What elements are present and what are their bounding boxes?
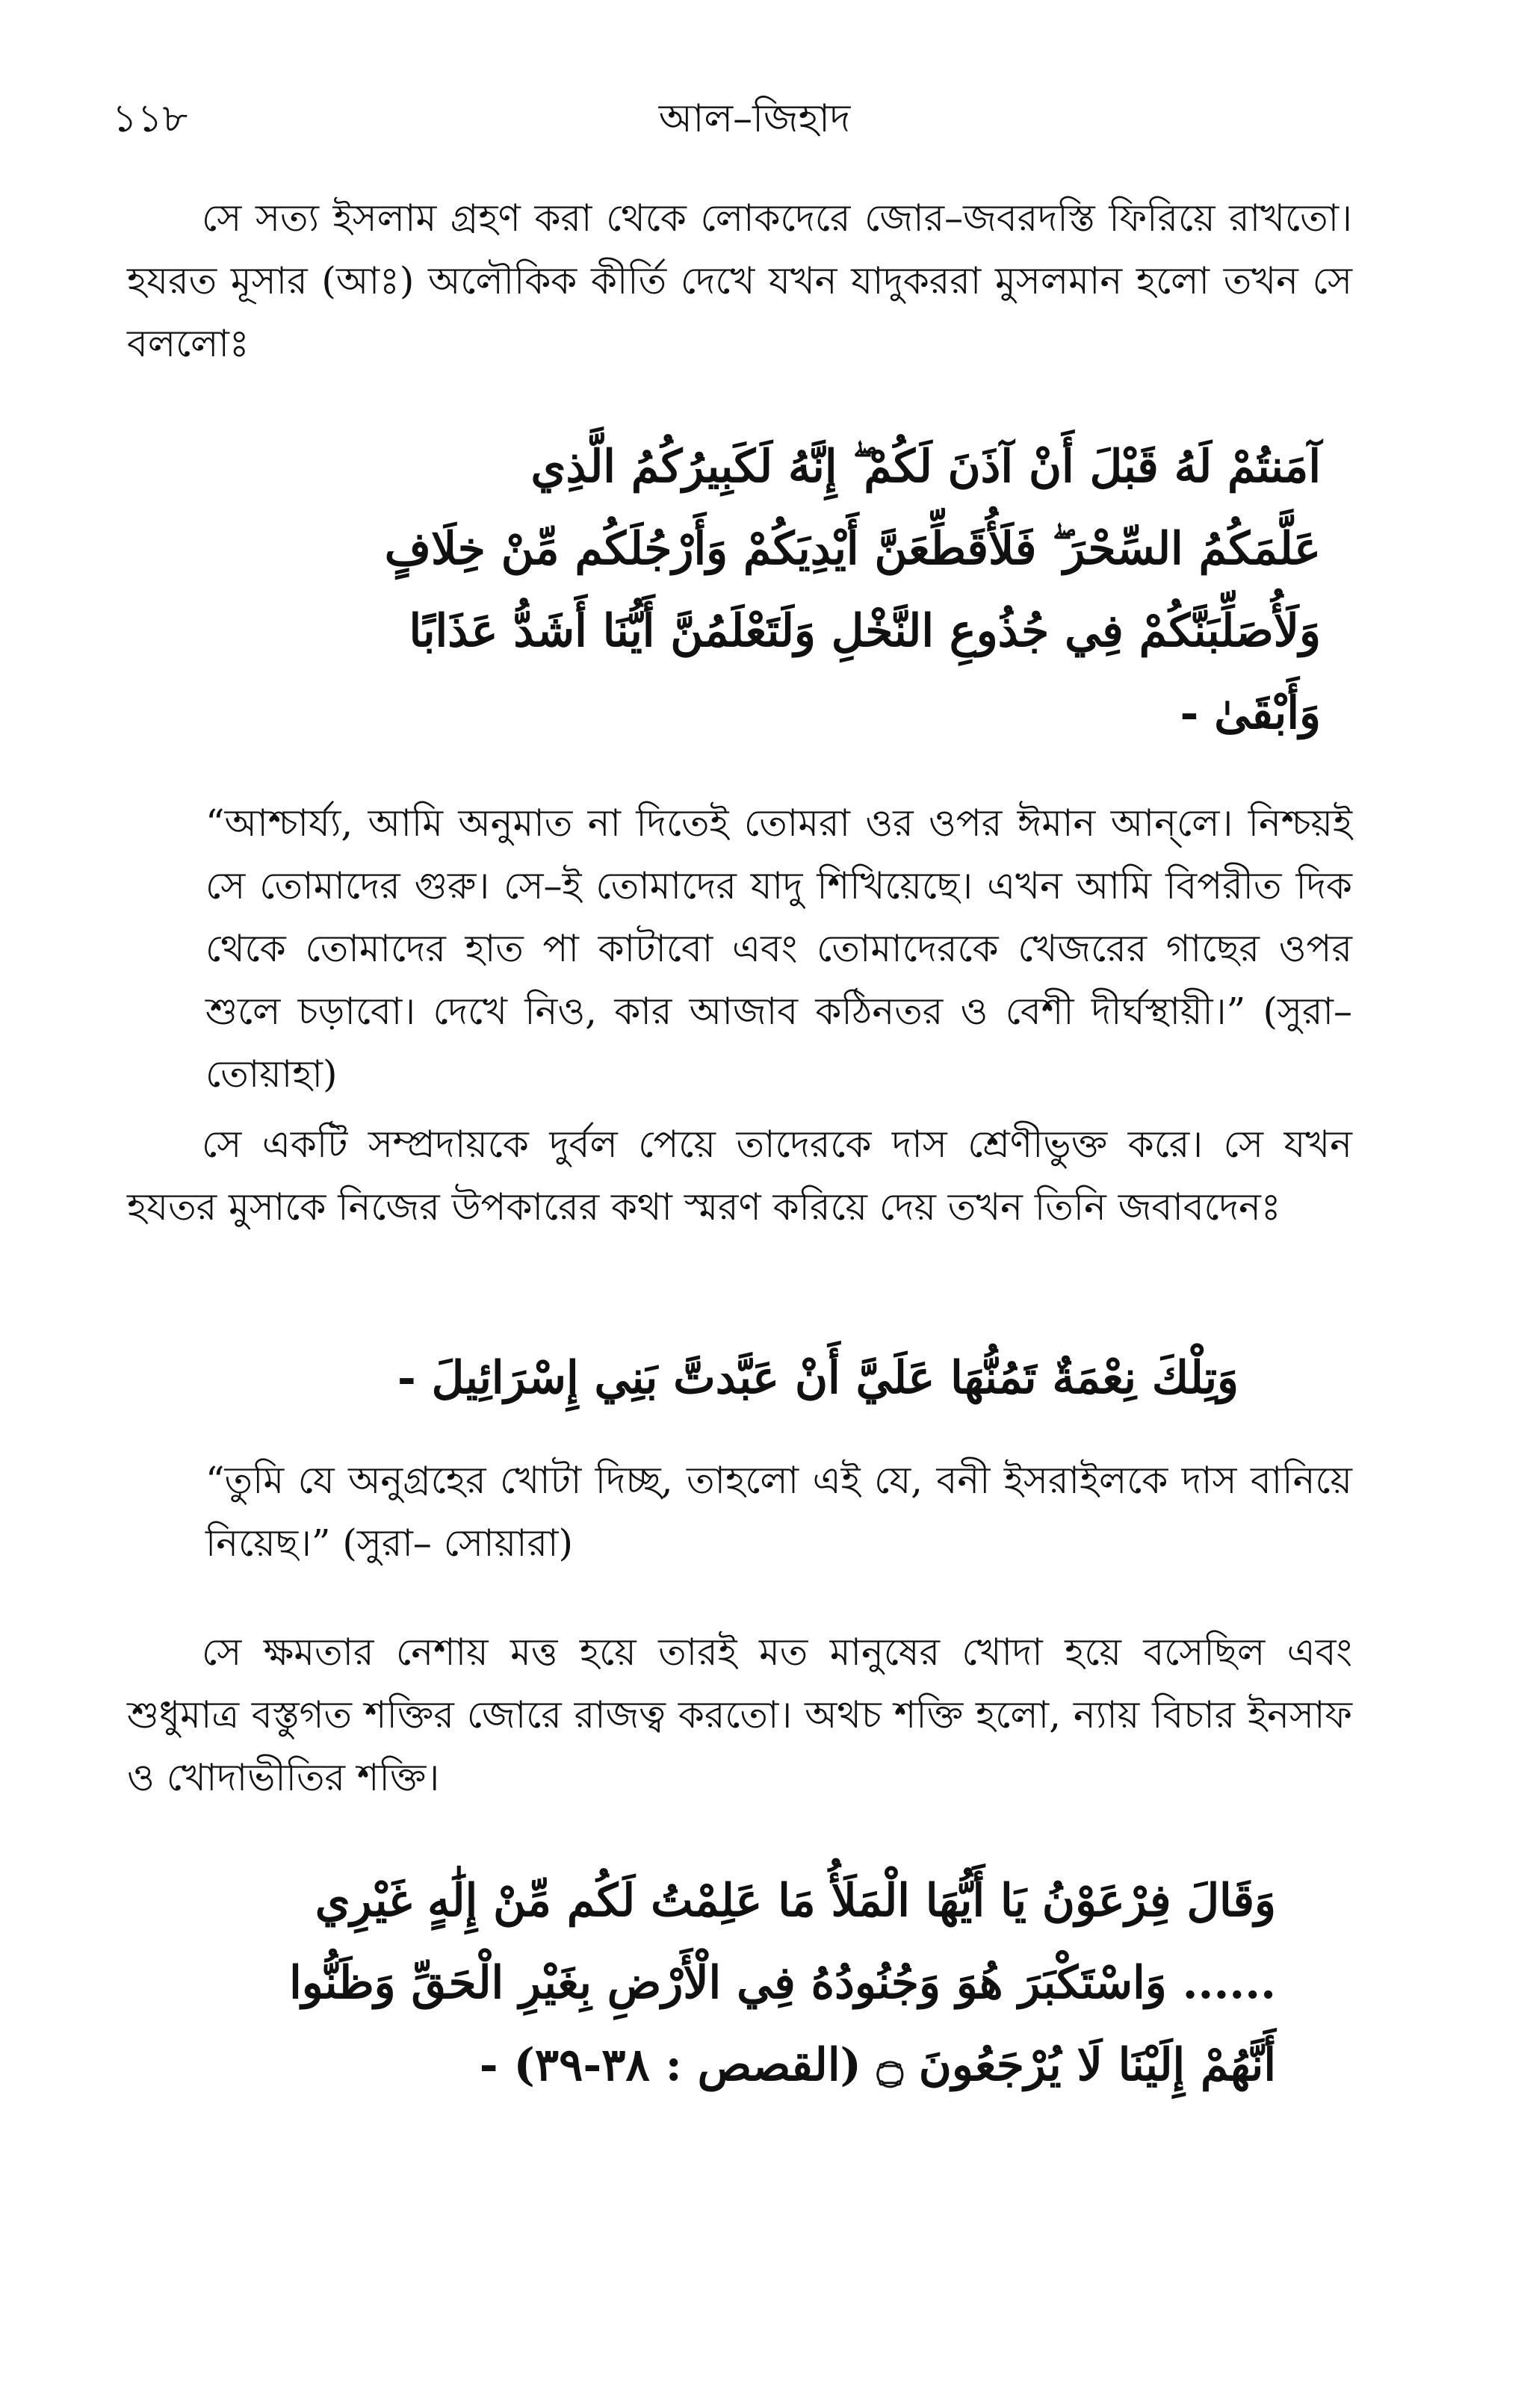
translation-quote-shuara: “তুমি যে অনুগ্রহের খোটা দিচ্ছ, তাহলো এই যে, বনী ইসরাইলকে দাস বানিয়ে নিয়েছ।” (সুরা– সোয়ারা) xyxy=(205,1459,1352,1565)
page-number: ১১৮ xyxy=(112,96,188,141)
arabic-line: ...... وَاسْتَكْبَرَ هُوَ وَجُنُودُهُ فِي الْأَرْضِ بِغَيْرِ الْحَقِّ وَظَنُّوا xyxy=(289,1957,1276,2009)
translation-quote-taha: “আশ্চার্য্য, আমি অনুমাত না দিতেই তোমরা ওর ওপর ঈমান আন্‌লে। নিশ্চয়ই সে তোমাদের গুরু। সে–ই তোমাদের যাদু শিখিয়েছে। এখন আমি বিপরীত দিক থেকে তোমাদের হাত পা কাটাবো এবং তোমাদেরকে খেজরের গাছের ওপর শুলে চড়াবো। দেখে নিও, কার আজাব কঠিনতর ও বেশী দীর্ঘস্থায়ী।” (সুরা–তোয়াহা) xyxy=(205,801,1352,1096)
arabic-verse-taha xyxy=(385,426,1321,754)
arabic-line: وَتِلْكَ نِعْمَةٌ تَمُنُّهَا عَلَيَّ أَنْ عَبَّدتَّ بَنِي إِسْرَائِيلَ - xyxy=(397,1352,1239,1404)
arabic-verse-qasas xyxy=(289,1860,1276,2106)
running-title: আল–জিহাদ xyxy=(658,96,851,141)
arabic-line: أَنَّهُمْ إِلَيْنَا لَا يُرْجَعُونَ ۝ (القصص : ٣٨-٣٩) - xyxy=(479,2039,1276,2091)
arabic-line: عَلَّمَكُمُ السِّحْرَ ۖ فَلَأُقَطِّعَنَّ أَيْدِيَكُمْ وَأَرْجُلَكُم مِّنْ خِلَافٍ xyxy=(384,523,1321,575)
arabic-line: وَأَبْقَىٰ - xyxy=(1180,687,1321,739)
arabic-line: وَلَأُصَلِّبَنَّكُمْ فِي جُذُوعِ النَّخْلِ وَلَتَعْلَمُنَّ أَيُّنَا أَشَدُّ عَذَابًا xyxy=(409,605,1321,657)
paragraph-intro: সে সত্য ইসলাম গ্রহণ করা থেকে লোকদেরে জোর–জবরদস্তি ফিরিয়ে রাখতো। হযরত মূসার (আঃ) অলৌকিক কীর্তি দেখে যখন যাদুকররা মুসলমান হলো তখন সে বললোঃ xyxy=(127,196,1352,365)
paragraph-enslavement: সে একটি সম্প্রদায়কে দুর্বল পেয়ে তাদেরকে দাস শ্রেণীভুক্ত করে। সে যখন হযতর মুসাকে নিজের উপকারের কথা স্মরণ করিয়ে দেয় তখন তিনি জবাবদেনঃ xyxy=(127,1123,1352,1229)
page-header xyxy=(112,88,1397,148)
arabic-line: وَقَالَ فِرْعَوْنُ يَا أَيُّهَا الْمَلَأُ مَا عَلِمْتُ لَكُم مِّنْ إِلَٰهٍ غَيْرِي xyxy=(315,1875,1276,1927)
arabic-verse-shuara xyxy=(397,1337,1239,1419)
paragraph-power: সে ক্ষমতার নেশায় মত্ত হয়ে তারই মত মানুষের খোদা হয়ে বসেছিল এবং শুধুমাত্র বস্তুগত শক্তির জোরে রাজত্ব করতো। অথচ শক্তি হলো, ন্যায় বিচার ইনসাফ ও খোদাভীতির শক্তি। xyxy=(127,1630,1352,1799)
arabic-line: آمَنتُمْ لَهُ قَبْلَ أَنْ آذَنَ لَكُمْ ۖ إِنَّهُ لَكَبِيرُكُمُ الَّذِي xyxy=(530,441,1321,493)
